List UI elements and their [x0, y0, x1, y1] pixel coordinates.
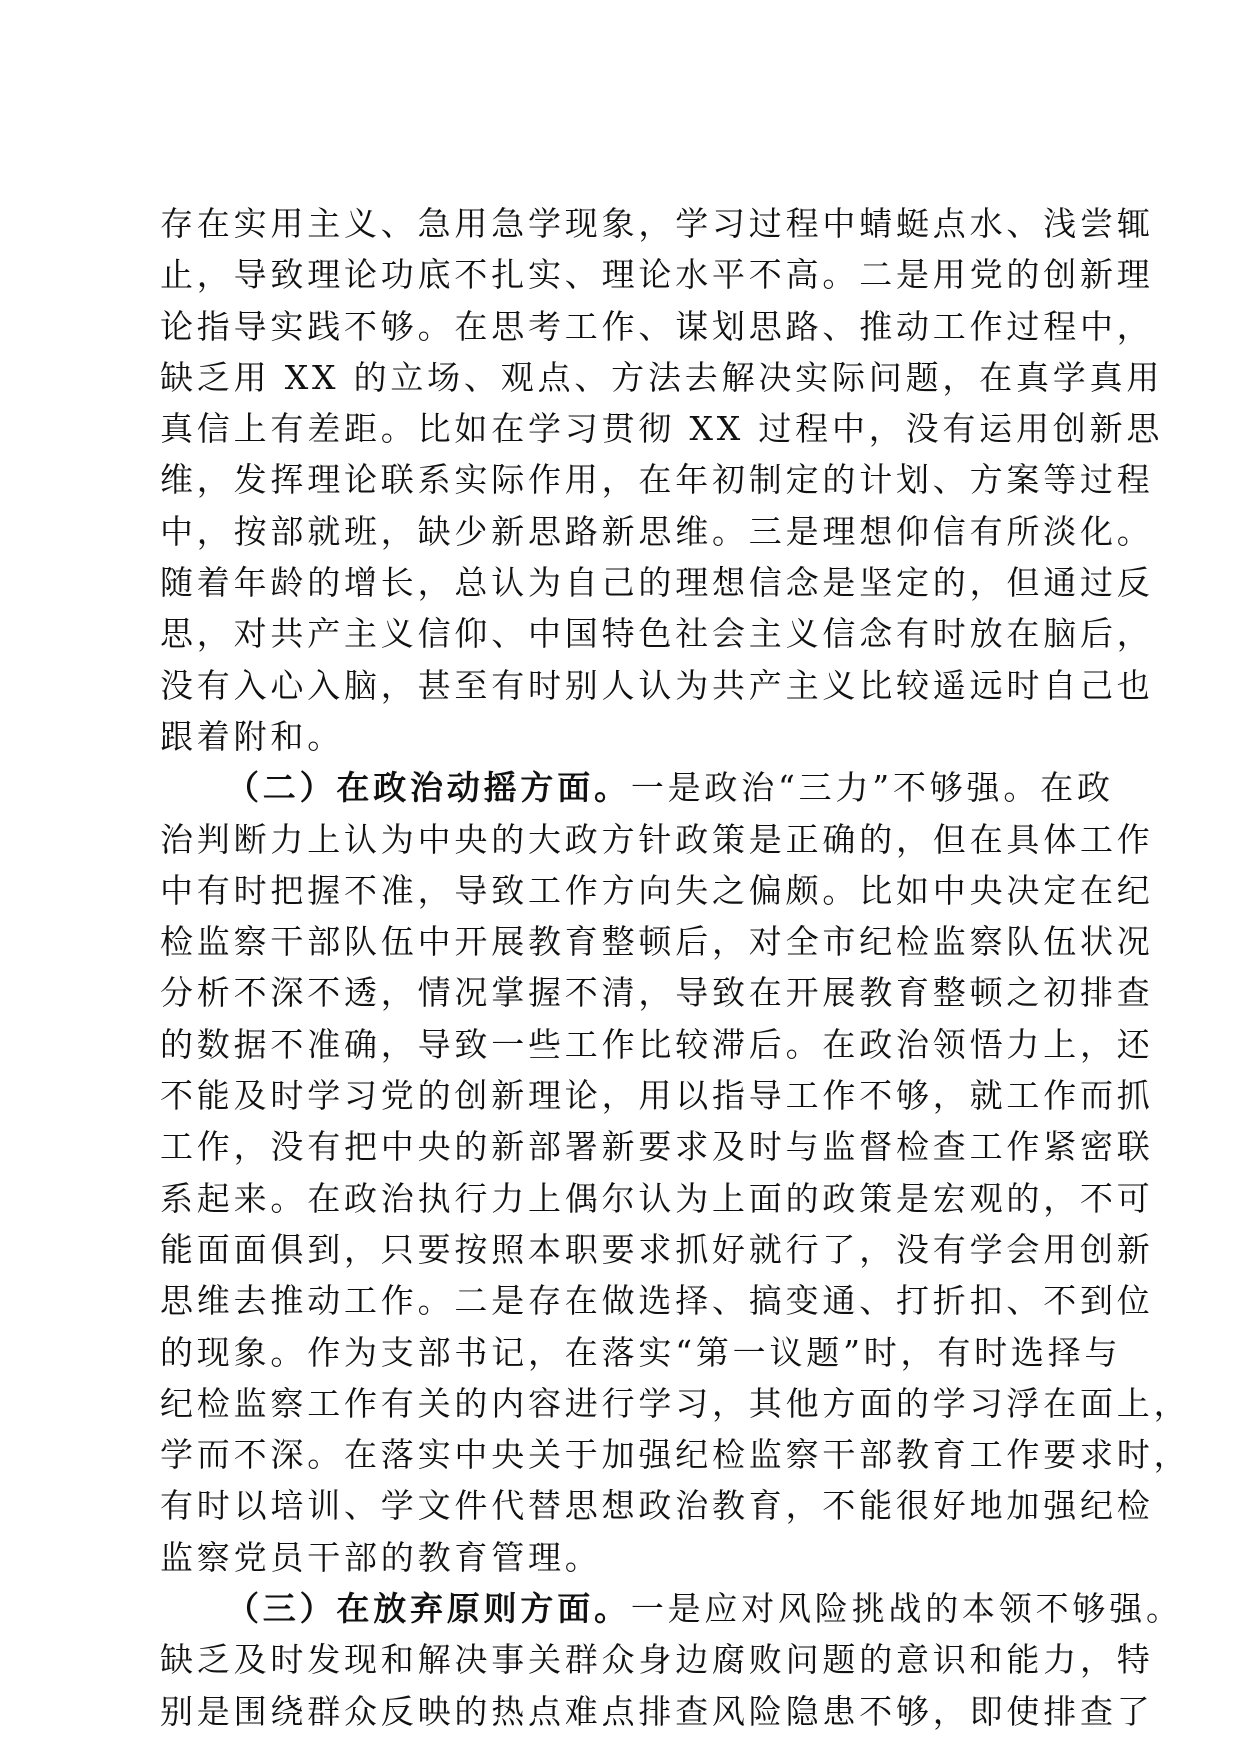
section-2-first-line — [160, 762, 1114, 813]
section-2-heading: （二）在政治动摇方面。 — [226, 768, 631, 808]
text-line: 的数据不准确，导致一些工作比较滞后。在政治领悟力上，还 — [160, 1024, 1154, 1064]
text-line: 思，对共产主义信仰、中国特色社会主义信念有时放在脑后， — [160, 614, 1154, 654]
text-line: 跟着附和。 — [160, 716, 344, 756]
text-line: 没有入心入脑，甚至有时别人认为共产主义比较遥远时自己也 — [160, 665, 1154, 705]
section-2-first-line-text: 一是政治“三力”不够强。在政 — [630, 768, 1114, 808]
text-line: 真信上有差距。比如在学习贯彻 XX 过程中，没有运用创新思 — [160, 409, 1164, 449]
text-line: 存在实用主义、急用急学现象，学习过程中蜻蜓点水、浅尝辄 — [160, 204, 1154, 243]
text-line: 工作，没有把中央的新部署新要求及时与监督检查工作紧密联 — [160, 1127, 1154, 1167]
text-line: 缺乏用 XX 的立场、观点、方法去解决实际问题，在真学真用 — [160, 357, 1164, 397]
text-line: 思维去推动工作。二是存在做选择、搞变通、打折扣、不到位 — [160, 1281, 1154, 1321]
text-line: 中，按部就班，缺少新思路新思维。三是理想仰信有所淡化。 — [160, 511, 1154, 551]
text-line: 的现象。作为支部书记，在落实“第一议题”时，有时选择与 — [160, 1332, 1122, 1372]
text-line: 学而不深。在落实中央关于加强纪检监察干部教育工作要求时， — [160, 1435, 1191, 1475]
section-2 — [160, 762, 1191, 1583]
text-line: 维，发挥理论联系实际作用，在年初制定的计划、方案等过程 — [160, 460, 1154, 500]
text-line: 随着年龄的增长，总认为自己的理想信念是坚定的，但通过反 — [160, 563, 1154, 603]
text-line: 中有时把握不准，导致工作方向失之偏颇。比如中央决定在纪 — [160, 870, 1154, 910]
text-line: 系起来。在政治执行力上偶尔认为上面的政策是宏观的，不可 — [160, 1178, 1154, 1218]
document-page — [160, 198, 1191, 1737]
text-line: 有时以培训、学文件代替思想政治教育，不能很好地加强纪检 — [160, 1486, 1154, 1526]
text-line: 能面面俱到，只要按照本职要求抓好就行了，没有学会用创新 — [160, 1229, 1154, 1269]
paragraph-1 — [160, 198, 1164, 762]
section-3-first-line-text: 一是应对风险挑战的本领不够强。 — [630, 1589, 1183, 1629]
text-line: 缺乏及时发现和解决事关群众身边腐败问题的意识和能力，特 — [160, 1640, 1154, 1680]
text-line: 不能及时学习党的创新理论，用以指导工作不够，就工作而抓 — [160, 1076, 1154, 1116]
text-line: 纪检监察工作有关的内容进行学习，其他方面的学习浮在面上， — [160, 1383, 1191, 1423]
text-line: 监察党员干部的教育管理。 — [160, 1537, 602, 1577]
text-line: 止，导致理论功底不扎实、理论水平不高。二是用党的创新理 — [160, 255, 1154, 295]
text-line: 检监察干部队伍中开展教育整顿后，对全市纪检监察队伍状况 — [160, 922, 1154, 962]
text-line: 论指导实践不够。在思考工作、谋划思路、推动工作过程中， — [160, 306, 1154, 346]
text-line: 治判断力上认为中央的大政方针政策是正确的，但在具体工作 — [160, 819, 1154, 859]
text-line: 分析不深不透，情况掌握不清，导致在开展教育整顿之初排查 — [160, 973, 1154, 1013]
text-line: 别是围绕群众反映的热点难点排查风险隐患不够，即使排查了 — [160, 1691, 1154, 1731]
section-3 — [160, 1583, 1183, 1737]
section-3-first-line — [160, 1583, 1183, 1634]
section-3-heading: （三）在放弃原则方面。 — [226, 1589, 631, 1629]
